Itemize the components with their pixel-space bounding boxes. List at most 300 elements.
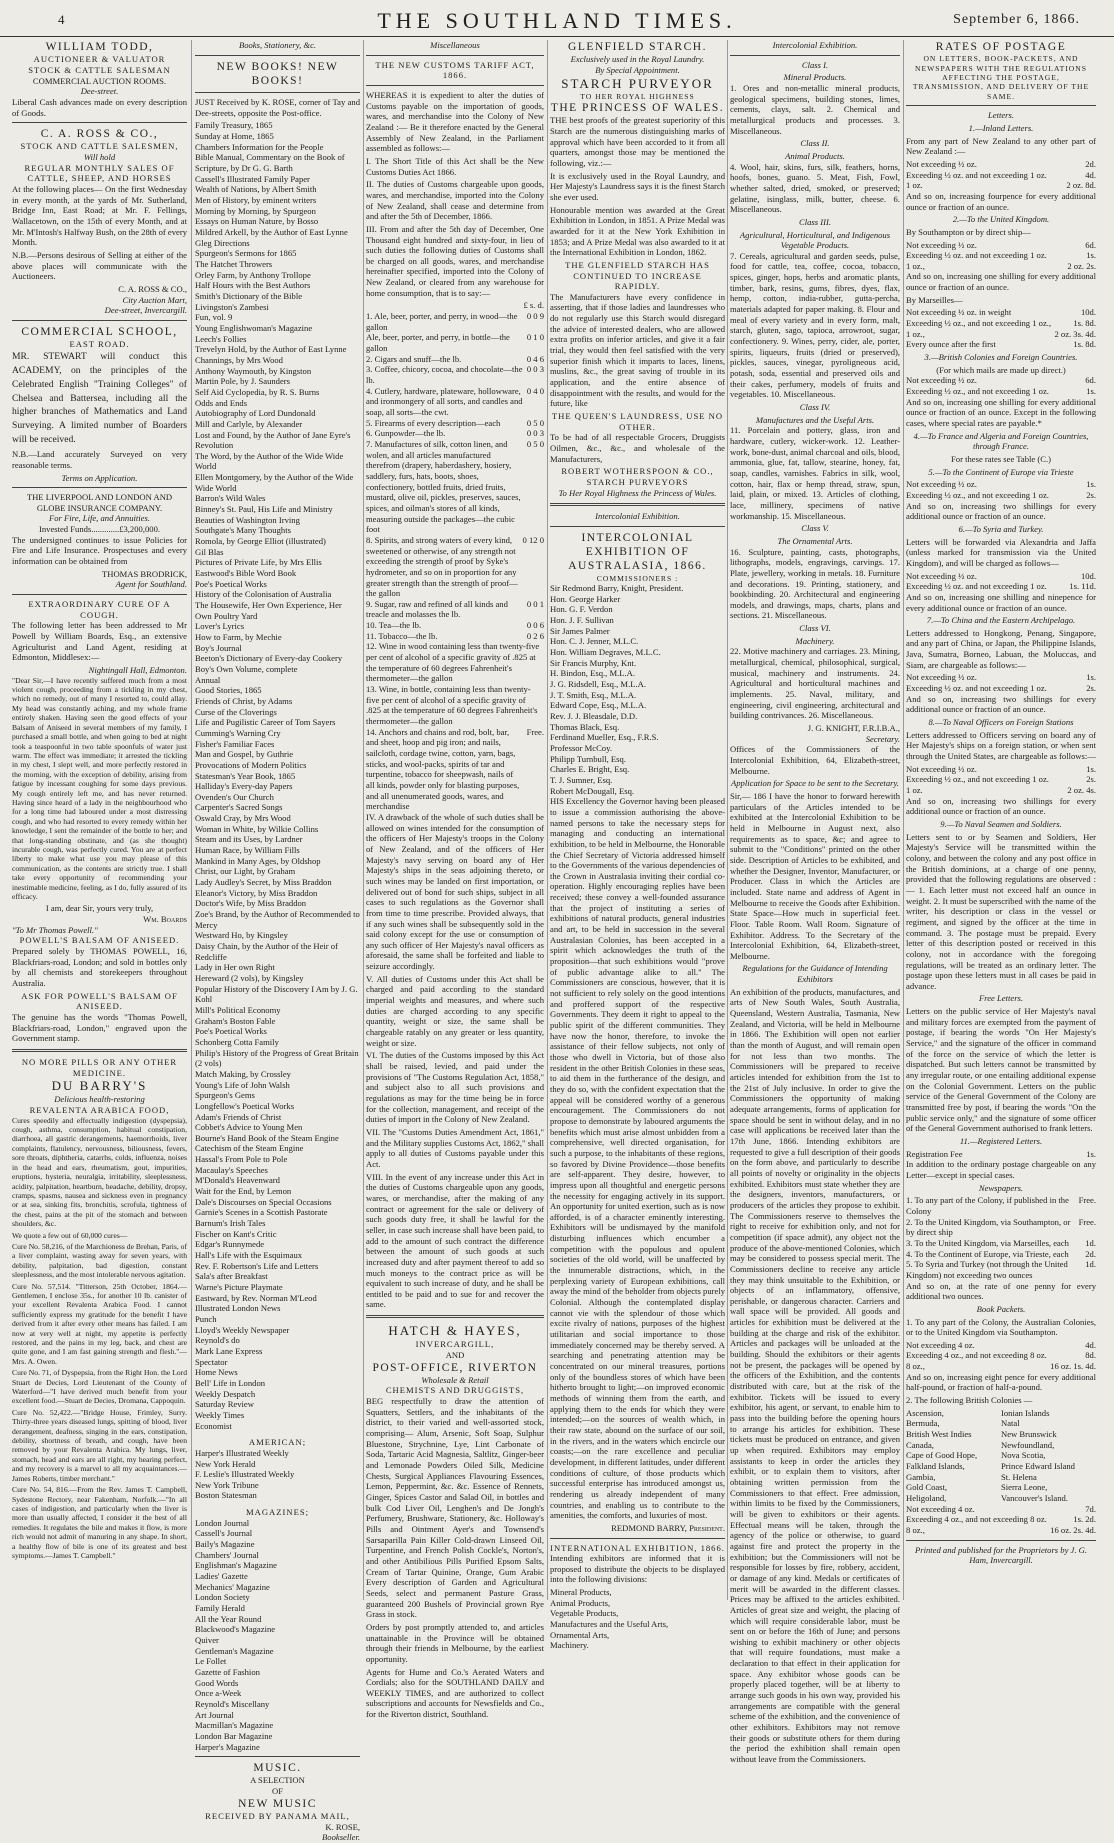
colony-name: Falkland Islands, xyxy=(906,1461,965,1472)
article-body: An exhibition of the products, manufactures, and arts of New South Wales, South Australia, Queensland, Western Australia, Tasmania, New Zealand, and Victoria, will be held in Melbourne in 1866. The Exhibition will open not earlier than the month of August, and will remain open for not less than two months. The Commissioners will be prepared to receive articles intended for exhibition from the 1st to the 21st of July inclusive. In order to give the Commissioners the opportunity of making adequate arrangements, forms of application for space should be sent in without delay, and in no case will applications be received later than the 17th June, 1866. Intending exhibitors are requested to give a full description of their goods on the form above, and particularly to describe all points of novelty or originality in the objects exhibited. Exhibitors must state whether they are the designers, inventors, manufacturers, or producers of the articles they propose to exhibit. The Commissioners reserve to themselves the right to receive for exhibition only, and not for competition (if space admit), any object not the produce of the above-mentioned Colonies, which may be considered to possess special merit. The Commissioners decline to receive any article they may think unsuitable to the Exhibition, or objects of an inflammatory, offensive, perishable, or dangerous character. Carriers and wall space will be provided. All goods and articles for exhibition must be delivered at the building at the charge and risk of the exhibitor. Articles and packages will be unloaded at the building. Should the exhibitors or their agents not be present, the packages will be opened by the officers of the Exhibition, and the contents distributed with care, but at the risk of the exhibitor. Tickets will be issued to every exhibitor, his agent, or servant, to enable him to pass into the building before the opening hours to arrange his articles for exhibition. These tickets must be produced on entrance, and given up when required. Exhibitors may employ assistants to keep in order the articles they exhibit, or to explain them to visitors, after obtaining written permission from the Commissioners to that effect. Free admission, within limits to be fixed by the Commissioners, will be given to exhibitors or their agents. Effectual means will be taken, through the agency of the police or otherwise, to guard against fire and protect the property in the exhibition; but the Commissioners will not be responsible for losses by fire, robbery, accident, or damage of any kind. Medals or certificates of merit will be awarded in the different classes. Prices may be affixed to the articles exhibited. Articles of great size and weight, the placing of which will require considerable labor, must be sent on or before the 16th of June; and persons wishing to exhibit machinery or other objects that will require foundations, must make a declaration to that effect in their application for space. Any exhibitor whose goods can be properly placed together, will be at liberty to arrange such goods in his own way, provided his arrangements are compatible with the general scheme of the exhibition, and the convenience of other exhibitors. Exhibitors may not remove their goods or substitute others for them during the period the exhibition shall remain open without leave from the Commissioners. xyxy=(730,986,900,1765)
book-title: M'Donald's Heavenward xyxy=(195,1175,280,1186)
rate-value: 4d. xyxy=(1085,1339,1096,1350)
division-item: Ornamental Arts, xyxy=(550,1629,610,1640)
rate-value: 8d. xyxy=(1085,1350,1096,1361)
article-body: Letters addressed to Officers serving on board any of Her Majesty's ships on a foreign station, or when sent through the United States, are chargeable as follows:— xyxy=(906,729,1096,762)
advert-title: WILLIAM TODD, xyxy=(45,41,154,53)
article-body: And so on, increasing two shillings for every additional ounce or fraction of an ounce. xyxy=(906,693,1096,715)
rate-item: Not exceeding ½ oz. xyxy=(906,672,977,683)
book-title: Mildred Arkell, by the Author of East Lynne xyxy=(195,227,348,238)
advert-body: Cures speedily and effectually indigestion (dyspepsia), cough, asthma, consumption, habitual constipation, diarrhoea, all gastric derangements, haemorrhoids, liver complaints, flatulency, nervousness, biliousness, fevers, sore throats, diphtheria, catarrhs, colds, influenza, noises in the head and ears, rheumatism, gout, impurities, eruptions, hysteria, neuralgia, irritability, sleeplessness, acidity, palpitation, heartburn, headache, debility, dropsy, cramps, spasms, nausea and sickness even in pregnancy or at sea, sinking fits, bronchitis, scrofula, tightness of the chest, pains at the pit of the stomach and between shoulders, &c. xyxy=(12,1115,187,1229)
book-title: Statesman's Year Book, 1865 xyxy=(195,770,296,781)
section-subheader: 4.—To France and Algeria and Foreign Countries, through France. xyxy=(913,430,1089,452)
rate-row xyxy=(906,375,1096,386)
book-title: Daisy Chain, by the Author of the Heir of Redcliffe xyxy=(195,941,338,962)
advert-subtitle: AUCTIONEER & VALUATOR xyxy=(33,54,166,65)
list-heading: AMERICAN; xyxy=(248,1437,307,1448)
book-title: Man and Gospel, by Guthrie xyxy=(195,749,294,760)
tariff-row xyxy=(366,439,544,535)
class-body: 22. Motive machinery and carriages. 23. Mining, metallurgical, chemical, philosophical, surgical, musical, machinery and instruments. 24. Agricultural and horticultural machines and implements. 25. Naval, military, and engineering, civil engineering, architectural and building contrivances. 26. Miscellaneous. xyxy=(730,646,900,721)
book-title: Self Aid Cyclopedia, by R. S. Burns xyxy=(195,386,320,397)
rate-value: 1d. xyxy=(1085,1237,1096,1248)
book-title: Edgar's Runnymede xyxy=(195,1239,265,1250)
book-title: Gleg Directions xyxy=(195,237,250,248)
colony-name: Ionian Islands xyxy=(1001,1407,1050,1418)
rate-table xyxy=(906,1149,1096,1160)
rate-value: 1s. xyxy=(1086,763,1096,774)
rate-item: Not exceeding 4 oz. xyxy=(906,1339,975,1350)
division-item: Animal Products, xyxy=(550,1597,611,1608)
rate-value: Free. xyxy=(1078,1195,1096,1206)
divider xyxy=(366,55,544,56)
advert-subtitle: Delicious health-restoring xyxy=(54,1094,145,1105)
barry-advert xyxy=(12,1057,187,1560)
article-note: For these rates see Table (C.) xyxy=(951,453,1051,464)
tariff-item: 12. Wine in wood containing less than twenty-five per cent of alcohol of a specific gravity of .825 at the temperature of 60 degrees Fahrenheit's thermometer—the gallon xyxy=(366,641,540,684)
divider xyxy=(366,85,544,86)
book-title: Schonberg Cotta Family xyxy=(195,1036,279,1047)
article-body: II. The duties of Customs chargeable upon goods, wares, and merchandise, imported into the Colony of New Zealand, shall cease and determine from and after the 5th of December, 1866. xyxy=(366,179,544,222)
class-title: Class IV. xyxy=(799,402,831,412)
section-subheader: Regulations for the Guidance of Intending Exhibitors xyxy=(742,963,888,985)
book-title: Sunday at Home, 1865 xyxy=(195,131,274,142)
book-title: Good Stories, 1865 xyxy=(195,685,262,696)
rate-value: 2s. xyxy=(1086,774,1096,785)
advert-signature: K. ROSE, xyxy=(325,1821,360,1832)
rate-item: 5. To Syria and Turkey (not through the United Kingdom) not exceeding two ounces xyxy=(906,1259,1068,1280)
book-title: Oswald Cray, by Mrs Wood xyxy=(195,813,291,824)
tariff-row xyxy=(366,620,544,631)
advert-subtitle: Will hold xyxy=(83,152,116,163)
advert-body: Cure No. 57,514. "Titterson, 25th October, 1864.—Gentlemen, I enclose 35s., for another 10 lb. canister of your excellent Revalenta Arabica Food. I cannot sufficiently express my gratitude for the benefit I have derived from it after every other means has failed. I am now at very well at night, my appetite is perfectly restored, and the pains in my leg, back, and chest are quite gone, and I am fast gaining strength and flesh."—Mrs. A. Owen. xyxy=(12,1281,187,1366)
rate-row xyxy=(906,479,1096,490)
tariff-item: 6. Gunpowder—the lb. xyxy=(366,428,446,439)
rate-item: Exceeding ½ oz. and not exceeding 1 oz. xyxy=(906,581,1047,592)
newspaper-title: THE SOUTHLAND TIMES. xyxy=(377,8,737,33)
section-subheader: Letters. xyxy=(987,110,1015,121)
tariff-row xyxy=(366,386,544,418)
advert-body: Liberal Cash advances made on every description of Goods. xyxy=(12,96,187,118)
book-title: Hassal's From Pole to Pole xyxy=(195,1154,288,1165)
advert-body: Cure No. 52,422.—"Bridge House, Frimley, Surry. Thirty-three years diseased lungs, spitting of blood, liver derangement, deafness, singing in the ears, constipation, debility, shortness of breath, and cough, have been removed by your Revalenta Arabica. My lungs, liver, stomach, head and ears are all right, my hearing perfect, and my recovery is a marvel to all my acquaintances.—James Roberts, timber merchant." xyxy=(12,1407,187,1483)
advert-title: HATCH & HAYES, xyxy=(388,1323,522,1339)
book-title: Spurgeon's Sermons for 1865 xyxy=(195,248,297,259)
colony-name: Nova Scotia, xyxy=(1001,1450,1046,1461)
book-title: Human Race, by William Fills xyxy=(195,845,300,856)
book-title: Eastwood's Bible Word Book xyxy=(195,568,297,579)
tariff-item: Ale, beer, porter, and perry, in bottle—the gallon xyxy=(366,332,510,354)
book-title: Zoe's Brand, by the Author of Recommended to Mercy xyxy=(195,909,360,930)
article-title: RATES OF POSTAGE xyxy=(935,41,1067,53)
column-1 xyxy=(12,40,187,1580)
rate-row xyxy=(906,339,1096,350)
colony-name: Vancouver's Island. xyxy=(1001,1493,1068,1503)
rate-item: Not exceeding ½ oz. xyxy=(906,158,977,169)
rate-value: 2 oz. 4s. xyxy=(1067,785,1096,795)
class-title: Class V. xyxy=(801,523,829,534)
magazine-title: Art Journal xyxy=(195,1709,234,1720)
article-body: By Southampton or by direct ship— xyxy=(906,226,1031,237)
advert-subtitle: REGULAR MONTHLY SALES OF CATTLE, SHEEP, AND HORSES xyxy=(24,162,175,184)
book-title: Reynold's do xyxy=(195,1335,240,1346)
colony-name: Prince Edward Island xyxy=(1001,1461,1075,1472)
colony-name: Gambia, xyxy=(906,1471,936,1482)
rate-value: 1d. xyxy=(1085,1259,1096,1270)
division-item: Vegetable Products, xyxy=(550,1608,619,1619)
tariff-item: 10. Tea—the lb. xyxy=(366,620,422,631)
book-title: Sala's after Breakfast xyxy=(195,1271,268,1282)
advert-body: Agents for Hume and Co.'s Aerated Waters and Cordials; also for the SOUTHLAND DAILY and WEEKLY TIMES, and are authorized to collect subscriptions and accounts for Newsfields and Co., for the Riverton district, Southland. xyxy=(366,1666,544,1720)
advert-address: City Auction Mart, xyxy=(122,294,187,305)
magazine-title: Cassell's Journal xyxy=(195,1528,253,1539)
book-title: Beeton's Dictionary of Every-day Cookery xyxy=(195,653,343,664)
rate-row xyxy=(906,774,1096,785)
magazine-title: Reynold's Miscellany xyxy=(195,1698,270,1709)
rate-item: 1 oz. xyxy=(906,785,923,795)
tariff-item: 13. Wine, in bottle, containing less than twenty-five per cent of alcohol of a specific gravity of .825 at the temperature of 60 degrees Fahrenheit's thermometer—the gallon xyxy=(366,684,538,727)
commissioner-name: Sir James Palmer xyxy=(550,625,610,636)
advert-signature: ROBERT WOTHERSPOON & CO., STARCH PURVEYORS xyxy=(561,466,714,487)
rate-item: Not exceeding ½ oz. xyxy=(906,239,977,250)
rate-table xyxy=(906,1504,1096,1536)
tariff-item: 7. Manufactures of silk, cotton linen, and wolen, and all articles manufactured therefrom (drapery, haberdashery, hosiery, saddlery, furs, hats, boots, shoes, confectionery, bottled fruits, dried fruits, mustard, olive oil, pickles, preserves, sauces, spices, and oilman's stores of all kinds, measuring outside the packages—the cubic foot xyxy=(366,438,521,535)
colony-name: Heligoland, xyxy=(906,1493,947,1503)
book-title: Provocations of Modern Politics xyxy=(195,759,307,770)
rate-row xyxy=(906,571,1096,582)
commissioner-name: Hon. William Degraves, M.L.C. xyxy=(550,647,661,658)
advert-body: N.B.—Persons desirous of Selling at either of the above places will communicate with the Auctioneers. xyxy=(12,250,187,282)
advert-body: The undersigned continues to issue Policies for Fire and Life Insurance. Prospectuses and every information can be obtained from xyxy=(12,534,187,567)
list-heading: MAGAZINES; xyxy=(246,1507,309,1518)
advert-subtitle: THE GLENFIELD STARCH HAS CONTINUED TO INCREASE RAPIDLY. xyxy=(565,259,710,292)
book-title: Poe's Poetical Works xyxy=(195,578,267,589)
column-3 xyxy=(366,40,544,1720)
page-number: 4 xyxy=(58,12,65,27)
book-title: The Housewife, Her Own Experience, Her Own Poultry Yard xyxy=(195,600,342,621)
advert-signature: To Her Royal Highness the Princess of Wales. xyxy=(558,487,717,498)
rate-value: 10d. xyxy=(1080,570,1096,581)
book-title: Carpenter's Sacred Songs xyxy=(195,802,283,813)
class-body: 11. Porcelain and pottery, glass, iron and hardware, cutlery, wicker-work. 12. Leather-work, bone-dust, animal charcoal and oils, blood, ammonia, glue, fat, tallow, stearine, honey, fat, soap, candles, varnishes. Fabrics in silk, wool, cotton, hair, flax or hemp thread, straw, spun, laid, plain, or mixed. 13. Articles of clothing, lace, millinery, specimens of native workmanship. 15. Miscellaneous. xyxy=(730,425,900,521)
rate-row xyxy=(906,329,1096,340)
advert-subtitle: THE QUEEN'S LAUNDRESS, USE NO OTHER. xyxy=(551,411,724,432)
advert-subtitle: AND xyxy=(445,1349,465,1360)
rate-item: Registration Fee xyxy=(906,1148,963,1159)
commissioner-name: Professor McCoy. xyxy=(550,742,612,753)
column-divider xyxy=(547,40,548,1600)
school-advert xyxy=(12,325,187,483)
divider xyxy=(550,1538,725,1539)
advert-body: Cure No. 71, of Dyspepsia, from the Right Hon. the Lord Stuart de Decies, Lord Lieutenant of the County of Waterford—"I have derived much benefit from your excellent food.—Stuart de Decies, Dromana, Cappoquin. xyxy=(12,1368,187,1406)
rate-row xyxy=(906,1525,1096,1536)
commissioner-name: Edward Cope, Esq., M.L.A. xyxy=(550,700,647,711)
advert-body: MR. STEWART will conduct this ACADEMY, on the principles of the Celebrated English "Training Colleges" of Chelsea and Battersea, including all the higher branches of Mathematics and Land Surveying. A limited number of Boarders will be received. xyxy=(12,350,187,446)
rate-value: 2 oz. 3s. 4d. xyxy=(1054,328,1096,339)
tariff-duty: 0 0 1 xyxy=(526,598,544,609)
colony-name: Canada, xyxy=(906,1439,934,1450)
rate-value: 1s. xyxy=(1086,250,1096,261)
rate-row xyxy=(906,683,1096,694)
section-subheader: 2.—To the United Kingdom. xyxy=(952,214,1050,225)
book-title: How to Farm, by Mechie xyxy=(195,631,282,642)
book-title: Steam and its Uses, by Lardner xyxy=(195,834,303,845)
book-title: Mark Lane Express xyxy=(195,1345,263,1356)
advert-body: We quote a few out of 60,000 cures— xyxy=(12,1230,128,1240)
tariff-duty: Free. xyxy=(526,726,544,737)
rate-value: 2d. xyxy=(1085,158,1096,169)
magazine-title: Chambers' Journal xyxy=(195,1549,259,1560)
book-title: Binney's St. Paul, His Life and Ministry xyxy=(195,504,333,515)
book-title: Match Making, by Crossley xyxy=(195,1068,291,1079)
rate-value: 16 oz. 1s. 4d. xyxy=(1050,1361,1096,1372)
printer-imprint: Printed and published for the Proprietors by J. G. Ham, Invercargill. xyxy=(914,1544,1088,1566)
book-title: Weekly Despatch xyxy=(195,1388,256,1399)
rate-item: 2. To the United Kingdom, via Southampton, or by direct ship xyxy=(906,1216,1071,1238)
magazine-title: Ladies' Gazette xyxy=(195,1571,248,1582)
class-body: 7. Cereals, agricultural and garden seeds, pulse, food for cattle, tea, coffee, cocoa, tobacco, spices, ginger, hops, herbs and aromatic plants, timber, bark, resins, gums, fibres, dyes, flax, hemp, cotton, india-rubber, gutta-percha, materials adapted for paper making. 8. Flour and meal of every variety and in every form, malt, starch, gluten, sago, tapioca, arrowroot, sugar, confectionery. 9. Wines, perry, cider, ale, porter, spirits, liqueurs, fruits (dried or preserved), pickles, sauces, vinegar, pyroligneous acid, potash, soda, essential and preserved oils and their cakes, perfumery, models of fruits and vegetables. 10. Miscellaneous. xyxy=(730,250,900,400)
rate-row xyxy=(906,307,1096,318)
colony-list-left xyxy=(906,1408,1001,1504)
divider xyxy=(730,55,900,56)
division-item: Machinery. xyxy=(550,1640,589,1651)
book-title: Eleanor's Victory, by Miss Braddon xyxy=(195,887,318,898)
article-subtitle: ON LETTERS, BOOK-PACKETS, AND NEWSPAPERS WITH THE REGULATIONS AFFECTING THE POSTAGE, TRANSMISSION, AND DELIVERY OF THE SAME. xyxy=(912,54,1090,101)
rate-item: 8 oz., xyxy=(906,1361,925,1372)
rate-row xyxy=(906,1361,1096,1372)
article-body: VII. The "Customs Duties Amendment Act, 1861," and the Military supplies Customs Act, 1862," shall apply to all duties of Customs payable under this Act. xyxy=(366,1126,544,1169)
book-title: Macaulay's Speeches xyxy=(195,1164,268,1175)
tariff-item: 11. Tobacco—the lb. xyxy=(366,630,438,641)
tariff-row xyxy=(366,631,544,642)
article-body: 2. The following British Colonies — xyxy=(906,1395,1033,1406)
tariff-row xyxy=(366,641,544,684)
class-subtitle: Manufactures and the Useful Arts. xyxy=(755,414,875,425)
rate-value: 7d. xyxy=(1085,1503,1096,1514)
article-signature: Secretary. xyxy=(865,733,900,744)
newspaper-title-item: F. Leslie's Illustrated Weekly xyxy=(195,1469,295,1480)
class-title: Class I. xyxy=(801,59,829,70)
commissioner-list xyxy=(550,583,725,796)
article-body: Intending exhibitors are informed that it is proposed to distribute the objects to be displayed into the following divisions: xyxy=(550,1553,725,1585)
book-title: Rev. F. Robertson's Life and Letters xyxy=(195,1260,319,1271)
advert-body: To be had of all respectable Grocers, Druggists Oilmen, &c., &c., and wholesale of the Manufacturers, xyxy=(550,432,725,464)
section-header: Intercolonial Exhibition. xyxy=(772,40,858,50)
class-subtitle: Agricultural, Horticultural, and Indigenous Vegetable Products. xyxy=(739,229,891,251)
advert-title: C. A. ROSS & CO., xyxy=(40,128,159,141)
book-title: Ovenden's Our Church xyxy=(195,791,274,802)
advert-subtitle: POWELL'S BALSAM OF ANISEED. xyxy=(19,935,180,946)
book-title: Men of History, by eminent writers xyxy=(195,195,317,206)
article-body: Letters on the public service of Her Majesty's naval and military forces are exempted from the payment of postage, if bearing the words "On Her Majesty's Service," and the signature of the officer in command of the force on the service of which the letter is dispatched. But such letters cannot be transmitted by any irregular route, or one entailing additional expense on the Colonial Government. Letters on the public service of the General Government of the Colony are transmitted free by post, if bearing the words "On the public service only," and the signature of some officer of the General Government authorised to frank letters. xyxy=(906,1006,1096,1134)
article-body: WHEREAS it is expedient to alter the duties of Customs payable on the importation of goods, wares, and merchandise into the Colony of New Zealand :— Be it therefore enacted by the General Assembly of New Zealand, in the Parliament assembled as follows:— xyxy=(366,89,544,154)
advert-subtitle: For Fire, Life, and Annuities. xyxy=(49,513,150,524)
book-title: Lost and Found, by the Author of Jane Eyre's Revolution xyxy=(195,429,351,451)
book-title: Autobiography of Lord Dundonald xyxy=(195,408,316,419)
rate-row xyxy=(906,785,1096,796)
tariff-list xyxy=(366,311,544,812)
book-title: Warne's Picture Playmate xyxy=(195,1282,283,1292)
rate-item: 1 oz., xyxy=(906,328,925,339)
rate-row xyxy=(906,240,1096,251)
commissioner-name: Charles E. Bright, Esq. xyxy=(550,764,630,775)
column-divider xyxy=(903,40,904,1600)
rate-row xyxy=(906,1195,1096,1216)
book-title: Christ, our Light, by Graham xyxy=(195,866,296,877)
tariff-item: 14. Anchors and chains and rod, bolt, bar, and sheet, hoop and pig iron; and nails, sailcloth, cordage twine, cotton, yarn, bags, sticks, and wool-packs, spirits of tar and turpentine, tobacco for sheepwash, nails of all kinds, powder only for blasting purposes, and all unenumerated goods, wares, and merchandise xyxy=(366,726,520,812)
tariff-duty: 0 0 3 xyxy=(526,364,544,375)
section-header: Miscellaneous xyxy=(430,40,480,50)
article-signature: REDMOND BARRY, President. xyxy=(611,1522,725,1533)
rate-item: Not exceeding 4 oz. xyxy=(906,1503,975,1514)
book-title: Lady Audley's Secret, by Miss Braddon xyxy=(195,877,332,888)
book-title: Dale's Discourses on Special Occasions xyxy=(195,1196,332,1207)
tariff-duty: 0 12 0 xyxy=(522,534,544,545)
divider xyxy=(550,503,725,506)
section-subheader: Newspapers. xyxy=(978,1182,1024,1193)
colony-name: Gold Coast, xyxy=(906,1482,948,1493)
magazine-title: London Society xyxy=(195,1592,250,1603)
divider xyxy=(12,320,187,321)
rate-row xyxy=(906,1217,1096,1238)
book-title: Mankind in Many Ages, by Oldshop xyxy=(195,855,321,866)
advert-title: MUSIC. xyxy=(253,1762,302,1775)
rate-table xyxy=(906,159,1096,191)
section-subheader: 9.—To Naval Seamen and Soldiers. xyxy=(940,818,1062,829)
rate-value: Free. xyxy=(1078,1216,1096,1227)
section-subheader: Free Letters. xyxy=(978,993,1024,1004)
advert-subtitle: CHEMISTS AND DRUGGISTS, xyxy=(385,1385,525,1396)
rate-table xyxy=(906,571,1096,592)
book-title: Spectator xyxy=(195,1356,228,1367)
book-title: Beauties of Washington Irving xyxy=(195,514,300,525)
magazine-title: London Journal xyxy=(195,1517,250,1528)
magazine-title: Blackwood's Magazine xyxy=(195,1624,276,1635)
rate-value: 1s. 11d. xyxy=(1069,581,1096,592)
ross-advert xyxy=(12,127,187,316)
advert-address: Nightingall Hall, Edmonton. xyxy=(88,665,187,675)
advert-title: EXTRAORDINARY CURE OF A COUGH. xyxy=(28,599,171,620)
rate-value: 1s. xyxy=(1086,479,1096,490)
article-body: From any part of New Zealand to any other part of New Zealand :— xyxy=(906,135,1096,157)
magazine-title: London Bar Magazine xyxy=(195,1730,273,1741)
colony-name: British West Indies xyxy=(906,1429,972,1440)
divider xyxy=(906,105,1096,106)
commissioner-name: Hon. G. F. Verdon xyxy=(550,604,613,615)
book-title: Lloyd's Weekly Newspaper xyxy=(195,1324,290,1335)
tariff-item: 1. Ale, beer, porter, and perry, in wood—the gallon xyxy=(366,311,518,332)
rate-item: 1. To any part of the Colony, if published in the Colony xyxy=(906,1195,1069,1216)
newspaper-title-item: Boston Statesman xyxy=(195,1490,257,1501)
article-body: In addition to the ordinary postage chargeable on any Letter—except in special cases. xyxy=(906,1159,1096,1180)
article-body: Letters sent to or by Seamen and Soldiers, Her Majesty's Service will be transmitted within the colony, and between the colony and any post office in the British dominions, at a charge of one penny, provided that the following regulations are observed :— 1. Each letter must not exceed half an ounce in weight. 2. It must be superscribed with the name of the writer, his description or class in the vessel or regiment, and signed by the officer at the time in command. 3. The postage must be prepaid. Every letter of this description posted or received in this colony, not in accordance with the foregoing regulations, will be treated as an ordinary letter. The postage upon these letters must in all cases be paid in advance. xyxy=(906,831,1096,991)
rate-value: 2 oz. 8d. xyxy=(1066,180,1096,191)
rate-value: 2s. xyxy=(1086,489,1096,500)
rate-row xyxy=(906,318,1096,329)
magazine-title: Quiver xyxy=(195,1635,219,1645)
book-title: Cumming's Warning Cry xyxy=(195,727,281,738)
book-title: Annual xyxy=(195,674,221,685)
commissioner-name: Thomas Black, Esq. xyxy=(550,721,620,732)
magazine-title: Once a-Week xyxy=(195,1688,242,1699)
article-body: Letters addressed to Hongkong, Penang, Singapore, and any part of China, or Japan, the Philippine Islands, Java, Sumatra, Borneo, Labuan, the Moluccas, and Siam, are chargeable as follows:— xyxy=(906,627,1096,670)
divider xyxy=(906,1540,1096,1541)
book-title: Leech's Follies xyxy=(195,333,247,344)
section-subheader: 8.—To Naval Officers on Foreign Stations xyxy=(928,717,1074,728)
rate-row xyxy=(906,1340,1096,1351)
advert-body: BEG respectfully to draw the attention of Squatters, Settlers, and the inhabitants of the district, to their varied and well-assorted stock, comprising— Alum, Arsenic, Soft Soap, Sulphur Bluestone, Strychnine, Lye, Lint Carbonate of Soda, Tartaric Acid Magnesia, Saltlitz, Ginger-beer and Lemonade Powders Oiled Silk, Medicine Chests, Surgical Appliances Flavouring Essences, Lemon, Peppermint, &c. &c. Essence of Rennets, Ginger, Spices Castor and Salad Oil, in bottles and bulk Cod Liver Oil, Lenghen's and De Jongh's Perfumery, Brushware, Stationery, &c. Holloway's Pills and Ointment Ayer's and Townsend's Sarsaparilla Pain Killer Cold-drawn Linseed Oil, Turpentine, and French Polish Cockle's, Norton's, and other Antibilious Pills Purified Epsom Salts, Cream of Tartar Quinine, Orange, Gum Arabic Every description of Garden and Agricultural Seeds, select and permanent Pasture Grass, guaranteed 200 Bushels of Provincial grown Rye Grass in stock. xyxy=(366,1396,544,1620)
book-title: Fun, vol. 9 xyxy=(195,312,233,323)
tariff-duty: 0 5 0 xyxy=(526,438,544,449)
article-body: And so on, increasing two shillings for every additional ounce or fraction of an ounce. xyxy=(906,500,1096,522)
rate-row xyxy=(906,159,1096,170)
tariff-item: 2. Cigars and snuff—the lb. xyxy=(366,353,462,364)
book-title: Bell' Life in London xyxy=(195,1377,266,1388)
article-signature: J. G. KNIGHT, F.R.I.B.A., xyxy=(807,723,900,734)
tariff-duty: 0 4 6 xyxy=(526,353,544,364)
tariff-row xyxy=(366,364,544,385)
book-title: Smith's Dictionary of the Bible xyxy=(195,290,303,301)
commissioner-name: Hon. C. J. Jenner, M.L.C. xyxy=(550,636,639,647)
advert-body: N.B.—Land accurately Surveyed on very reasonable terms. xyxy=(12,449,187,470)
list-heading: COMMISSIONERS : xyxy=(596,573,679,583)
book-title: Mill and Carlyle, by Alexander xyxy=(195,418,303,429)
rate-item: 1 oz., xyxy=(906,260,925,271)
section-header: Intercolonial Exhibition. xyxy=(595,511,680,522)
magazine-title: Good Words xyxy=(195,1677,239,1688)
magazine-title: Baily's Magazine xyxy=(195,1539,255,1550)
section-header: Books, Stationery, &c. xyxy=(238,40,317,50)
rate-item: 1 oz. xyxy=(906,180,923,191)
magazine-title: Mechanics' Magazine xyxy=(195,1581,270,1592)
rate-item: Not exceeding ½ oz. xyxy=(906,479,977,490)
tariff-item: 5. Firearms of every description—each xyxy=(366,417,501,428)
book-title: Cassell's Illustrated Family Paper xyxy=(195,173,310,184)
advert-subtitle: By Special Appointment. xyxy=(595,64,680,75)
magazine-title: All the Year Round xyxy=(195,1613,262,1624)
magazine-title: Macmillan's Magazine xyxy=(195,1720,274,1731)
book-title: Hereward (2 vols), by Kingsley xyxy=(195,972,304,983)
book-title: Fisher's Familiar Faces xyxy=(195,738,275,749)
book-title: Curse of the Cloverings xyxy=(195,706,277,717)
tariff-row xyxy=(366,311,544,332)
advert-note: Terms on Application. xyxy=(61,472,138,483)
rate-row xyxy=(906,1249,1096,1260)
section-subheader: 5.—To the Continent of Europe via Trieste xyxy=(928,466,1074,477)
advert-body: THE best proofs of the greatest superiority of this Starch are the numerous distinguishing marks of approval which have been accorded to it from all quarters, amongst those may be mentioned the following, viz.:— xyxy=(550,115,725,168)
book-list xyxy=(195,120,360,1431)
article-body: HIS Excellency the Governor having been pleased to issue a commission authorising the above-named persons to take the necessary steps for managing and conducting an international exhibition, to be held in Melbourne, the Honorable the Chief Secretary of Victoria addressed himself to the Governments of the various dependencies of the Crown in Australasia inviting their cordial co-operation. Highly encouraging replies have been received; these convey a well-founded assurance that the project of instituting a series of exhibitions of natural products, general industries and art, to be held in succession in the several Australasian Colonies, has been accepted in a spirit which acknowledges the truth of the proposition—that such exhibitions would "prove of public advantage alike to all." The Commissioners are conscious, however, that it is not sufficient to rely solely on the good intentions and proffered support of the respective Governments. They deem it right to appeal to the public spirit of the different communities. They have now the honor, therefore, to invoke the assistance of their fellow subjects, not only of those who dwell in Victoria, but of those also resident in the other British Colonies in these seas, to aid them in the furtherance of the design, and they do so, with the confident expectation that the appeal will be considered worthy of a generous encouragement. The Commissioners do not propose to demonstrate by laboured arguments the benefits which must arise almost unbidden from a comprehensive, well directed organisation, for such a purpose, to the inhabitants of these regions, so favored by Divine Providence—those benefits are self-apparent. They desire, however, to impress upon all thoughtful and energetic persons the necessity for engaging actively in its support. An opportunity for united exertion, such as is now afforded, is of a character eminently interesting. Exhibitors will be undismayed by the manifold disturbing influences which encumber a competition with the populous and opulent societies of the old world, will be unaffected by the innumerable distractions, which, in the perplexing variety of European exhibitions, call away the mind of the beholder from objects purely Colonial. Although the contemplated display cannot vie with the splendour of those which excite rivalry of nations, purposes of the highest utilitarian and social importance to those immediately concerned may be thereby served. A searching and penetrating attention may be concentrated on our mineral treasures, portions only of the boundless stores of which have been hitherto brought to light;—on improved economic methods of winning them from the earth, and applying them to the ends for which they were intended;—on the sources of wealth which, in their raw state, abound on the surface of our soil, in the rivers, and in the waters which encircle our coasts;—on the rare excellence and peculiar development, in different latitudes, under different conditions of culture, of those products which successful enterprise has introduced amongst us, rendering us already independent of many countries, and enabling us to contribute to the amenities, the comforts, and luxuries of most. xyxy=(550,796,725,1521)
rate-item: Exceeding ½ oz., and not exceeding 1 oz., xyxy=(906,318,1052,329)
class-body: 4. Wool, hair, skins, furs, silk, feathers, horns, hoofs, bones, guano. 5. Meat, Fish, Fowl, whether salted, dried, smoked, or preserved; gelatine, isinglass, milk, butter, cheese. 6. Miscellaneous. xyxy=(730,161,900,215)
insurance-advert xyxy=(12,492,187,590)
rate-row xyxy=(906,1149,1096,1160)
book-title: Bible Manual, Commentary on the Book of Scripture, by Dr G. G. Barth xyxy=(195,152,345,174)
advert-title: DU BARRY'S xyxy=(51,1078,148,1094)
advert-body: The following letter has been addressed to Mr Powell by William Boards, Esq., an extensive Agriculturist and Land Agent, residing at Edmonton, Middlesex:— xyxy=(12,620,187,663)
rate-table xyxy=(906,672,1096,693)
commissioner-name: T. J. Sumner, Esq. xyxy=(550,774,613,785)
advert-subtitle: NEW MUSIC xyxy=(238,1797,317,1810)
rate-row xyxy=(906,386,1096,397)
article-body: I. The Short Title of this Act shall be the New Customs Duties Act 1866. xyxy=(366,155,544,177)
divider xyxy=(366,1315,544,1318)
magazine-title: Englishman's Magazine xyxy=(195,1560,277,1571)
book-title: Woman in White, by Wilkie Collins xyxy=(195,823,319,834)
advert-subtitle: OF xyxy=(272,1786,283,1797)
rate-row xyxy=(906,490,1096,501)
advert-subtitle: Invested Funds.............£3,200,000. xyxy=(38,524,161,535)
article-body: And so on, increasing two shillings for every additional ounce or fraction of an ounce. xyxy=(906,795,1096,817)
